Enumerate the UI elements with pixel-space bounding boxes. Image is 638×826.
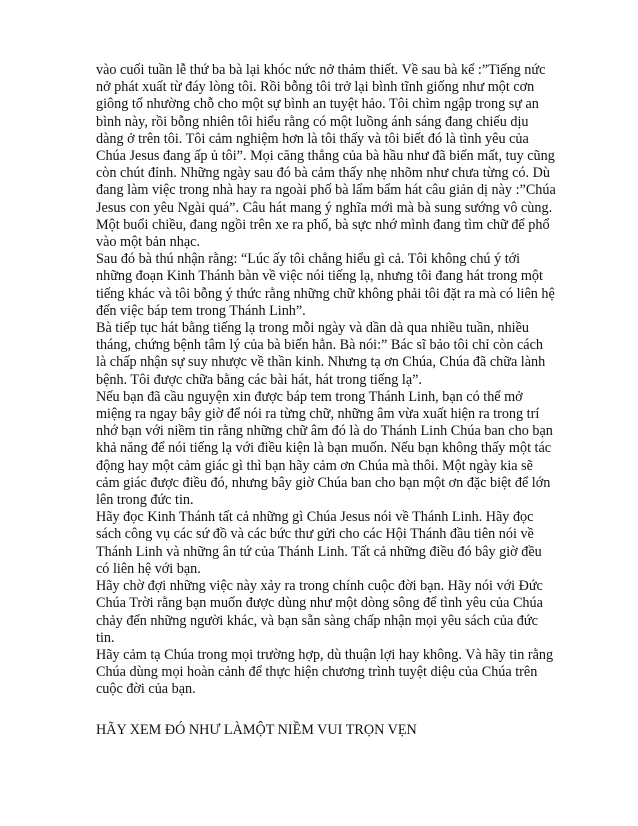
paragraph-2: Sau đó bà thú nhận rằng: “Lúc ấy tôi chẳng hiểu gì cả. Tôi không chú ý tới những đoạn Kinh Thánh bàn về việc nói tiếng lạ, nhưng tôi đang hát trong một tiếng khác và tôi bỗng ý thức rằng những chữ không phải tôi đặt ra mà có liên hệ đến việc báp tem trong Thánh Linh”. — [96, 251, 555, 319]
section-heading: HÃY XEM ĐÓ NHƯ LÀMỘT NIỀM VUI TRỌN VẸN — [96, 722, 417, 738]
paragraph-7: Hãy cảm tạ Chúa trong mọi trường hợp, dù thuận lợi hay không. Và hãy tin rằng Chúa dùng mọi hoàn cảnh để thực hiện chương trình tuyệt diệu của Chúa trên cuộc đời của bạn. — [96, 646, 554, 698]
document-body — [96, 62, 556, 699]
paragraph-3: Bà tiếp tục hát bằng tiếng lạ trong mỗi ngày và dần dà qua nhiều tuần, nhiều tháng, chứng bệnh tâm lý của bà biến hẳn. Bà nói:” Bác sĩ bảo tôi chỉ còn cách là chấp nhận sự suy nhược về thần kinh. Nhưng tạ ơn Chúa, Chúa đã chữa lành bệnh. Tôi được chữa bằng các bài hát, hát trong tiếng lạ”. — [96, 320, 546, 388]
paragraph-1: vào cuối tuần lễ thứ ba bà lại khóc nức nở thảm thiết. Về sau bà kể :”Tiếng nức nở phát xuất từ đáy lòng tôi. Rồi bỗng tôi trở lại bình tĩnh giống như một cơn giông tố nhường chỗ cho một sự bình an tuyệt hảo. Tôi chìm ngập trong sự an bình này, rồi bỗng nhiên tôi hiểu rằng có một luồng ánh sáng đang chiếu dịu dàng ở trên tôi. Tôi cảm nghiệm hơn là tôi thấy và tôi biết đó là tình yêu của Chúa Jesus đang ấp ủ tôi”. Mọi căng thẳng của bà hầu như đã biến mất, tuy cũng còn chút đỉnh. Những ngày sau đó bà cảm thấy nhẹ nhõm như chưa từng có. Dù đang làm việc trong nhà hay ra ngoài phố bà lẩm bẩm hát câu giản dị này :”Chúa Jesus con yêu Ngài quá”. Câu hát mang ý nghĩa mới mà bà sung sướng vô cùng. Một buổi chiều, đang ngồi trên xe ra phố, bà sực nhớ mình đang tìm chữ để phổ vào một bản nhạc. — [96, 62, 556, 251]
paragraph-5: Hãy đọc Kinh Thánh tất cả những gì Chúa Jesus nói về Thánh Linh. Hãy đọc sách công vụ các sứ đồ và các bức thư gửi cho các Hội Thánh đầu tiên nói về Thánh Linh và những ân tứ của Thánh Linh. Tất cả những điều đó bây giờ đều có liên hệ với bạn. — [96, 509, 542, 577]
paragraph-4: Nếu bạn đã cầu nguyện xin được báp tem trong Thánh Linh, bạn có thể mở miệng ra ngay bây giờ để nói ra từng chữ, những âm vừa xuất hiện ra trong trí nhớ bạn với niềm tin rằng những chữ âm đó là do Thánh Linh Chúa ban cho bạn khả năng để nói tiếng lạ với điều kiện là bạn muốn. Nếu bạn không thấy một tác động hay một cảm giác gì thì bạn hãy cảm ơn Chúa mà thôi. Một ngày kia sẽ cảm giác được điều đó, nhưng bây giờ Chúa ban cho bạn một ơn đặc biệt để lớn lên trong đức tin. — [96, 388, 553, 509]
paragraph-6: Hãy chờ đợi những việc này xảy ra trong chính cuộc đời bạn. Hãy nói với Đức Chúa Trời rằng bạn muốn được dùng như một dòng sông để tình yêu của Chúa chảy đến những người khác, và bạn sẵn sàng chấp nhận mọi yêu sách của đức tin. — [96, 578, 543, 646]
